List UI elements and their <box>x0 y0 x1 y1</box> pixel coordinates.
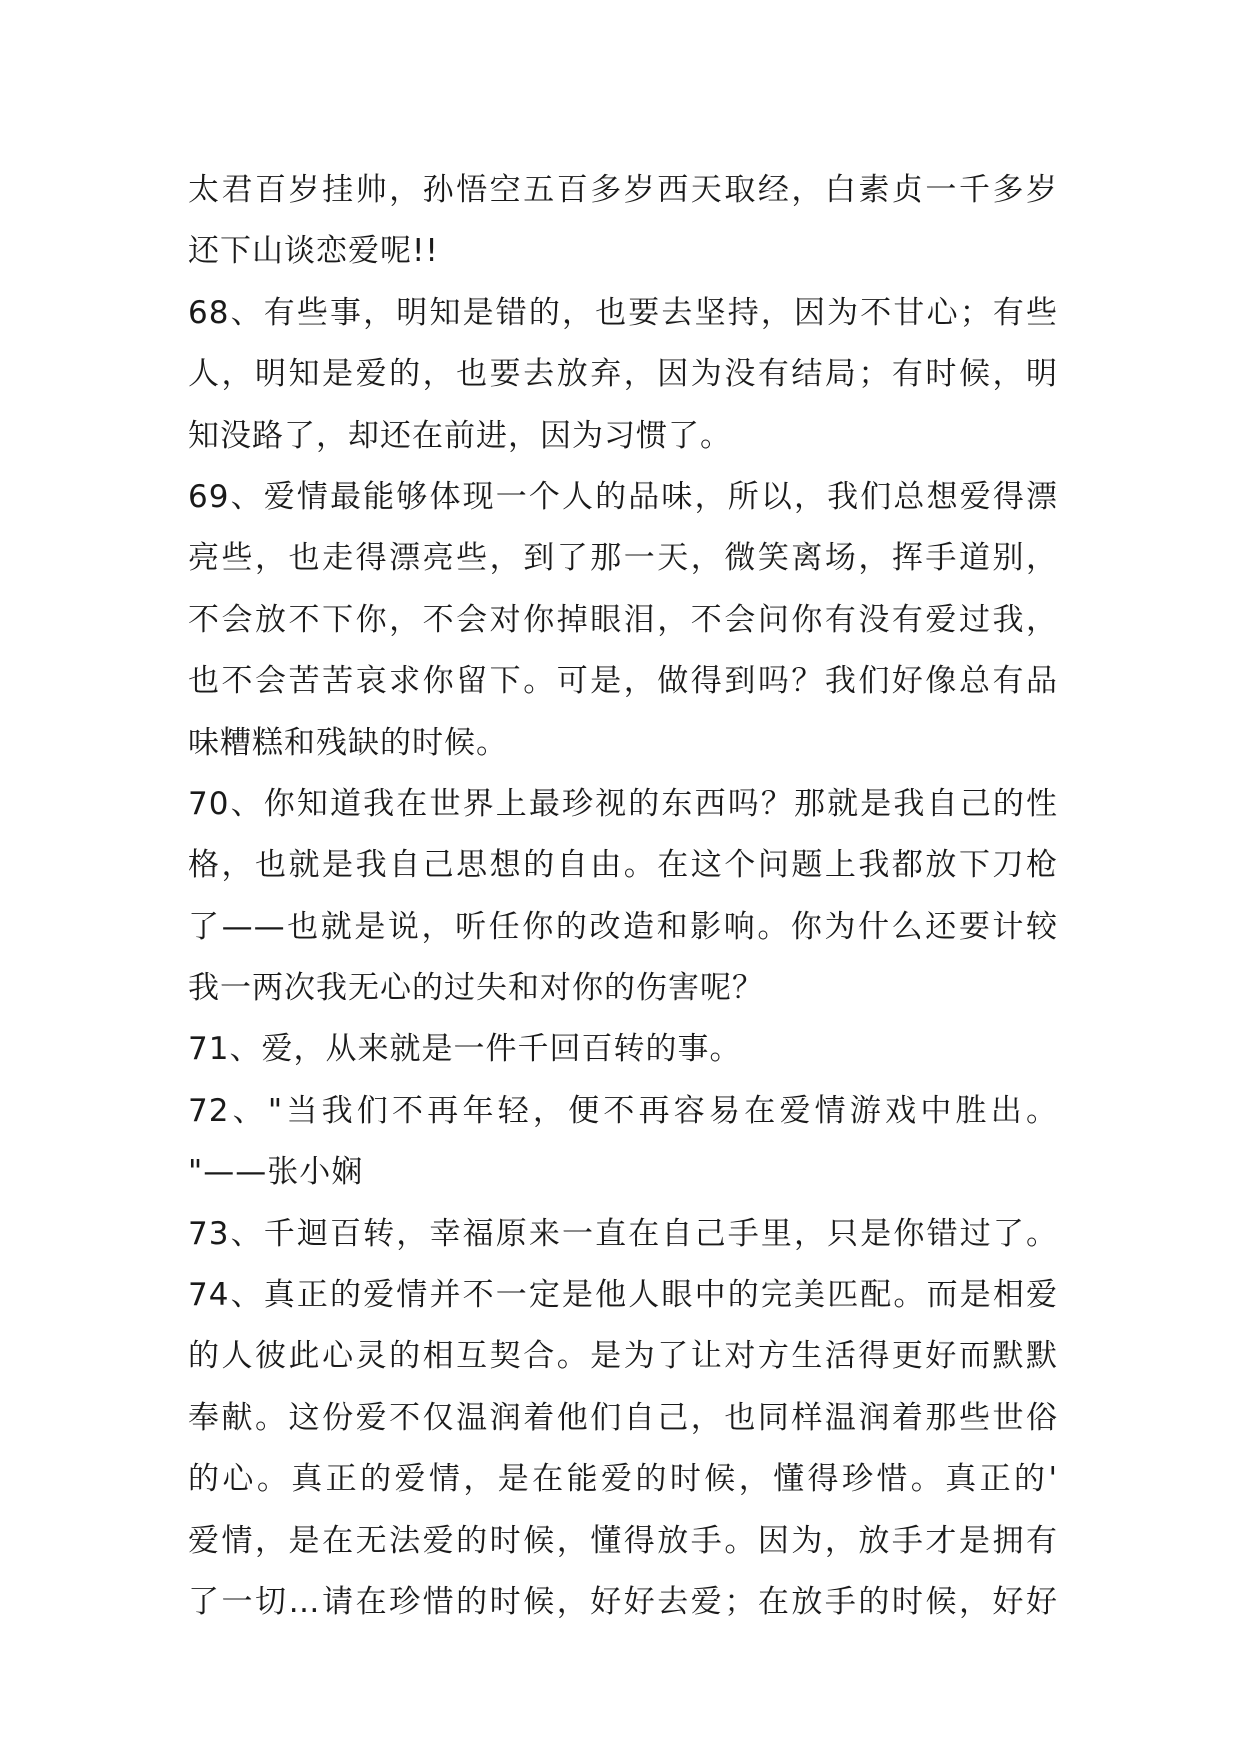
text-line: 爱情，是在无法爱的时候，懂得放手。因为，放手才是拥有 <box>188 1522 1058 1559</box>
text-line: 还下山谈恋爱呢!! <box>188 233 439 270</box>
text-line: 格，也就是我自己思想的自由。在这个问题上我都放下刀枪 <box>188 847 1058 884</box>
text-line: 72、"当我们不再年轻，便不再容易在爱情游戏中胜出。 <box>188 1092 1058 1129</box>
text-line: 奉献。这份爱不仅温润着他们自己，也同样温润着那些世俗 <box>188 1399 1058 1436</box>
text-line: 不会放不下你，不会对你掉眼泪，不会问你有没有爱过我， <box>188 601 1058 638</box>
document-body <box>188 160 1058 1633</box>
text-line: 太君百岁挂帅，孙悟空五百多岁西天取经，白素贞一千多岁 <box>188 172 1058 208</box>
text-line: 68、有些事，明知是错的，也要去坚持，因为不甘心；有些 <box>188 294 1058 331</box>
text-line: 亮些，也走得漂亮些，到了那一天，微笑离场，挥手道别， <box>188 540 1058 577</box>
text-line: "——张小娴 <box>188 1154 364 1191</box>
text-line: 的心。真正的爱情，是在能爱的时候，懂得珍惜。真正的' <box>188 1461 1058 1498</box>
text-line: 人，明知是爱的，也要去放弃，因为没有结局；有时候，明 <box>188 356 1058 393</box>
text-line: 我一两次我无心的过失和对你的伤害呢？ <box>188 970 764 1007</box>
text-line: 味糟糕和残缺的时候。 <box>188 724 508 761</box>
text-line: 74、真正的爱情并不一定是他人眼中的完美匹配。而是相爱 <box>188 1277 1058 1314</box>
text-line: 73、千迴百转，幸福原来一直在自己手里，只是你错过了。 <box>188 1215 1058 1252</box>
text-line: 69、爱情最能够体现一个人的品味，所以，我们总想爱得漂 <box>188 478 1058 515</box>
text-line: 70、你知道我在世界上最珍视的东西吗？那就是我自己的性 <box>188 785 1058 822</box>
text-line: 了——也就是说，听任你的改造和影响。你为什么还要计较 <box>188 908 1058 945</box>
text-line: 了一切…请在珍惜的时候，好好去爱；在放手的时候，好好 <box>188 1583 1058 1620</box>
text-line: 的人彼此心灵的相互契合。是为了让对方生活得更好而默默 <box>188 1338 1058 1375</box>
text-line: 71、爱，从来就是一件千回百转的事。 <box>188 1031 742 1068</box>
text-line: 也不会苦苦哀求你留下。可是，做得到吗？我们好像总有品 <box>188 663 1058 700</box>
text-line: 知没路了，却还在前进，因为习惯了。 <box>188 417 732 454</box>
